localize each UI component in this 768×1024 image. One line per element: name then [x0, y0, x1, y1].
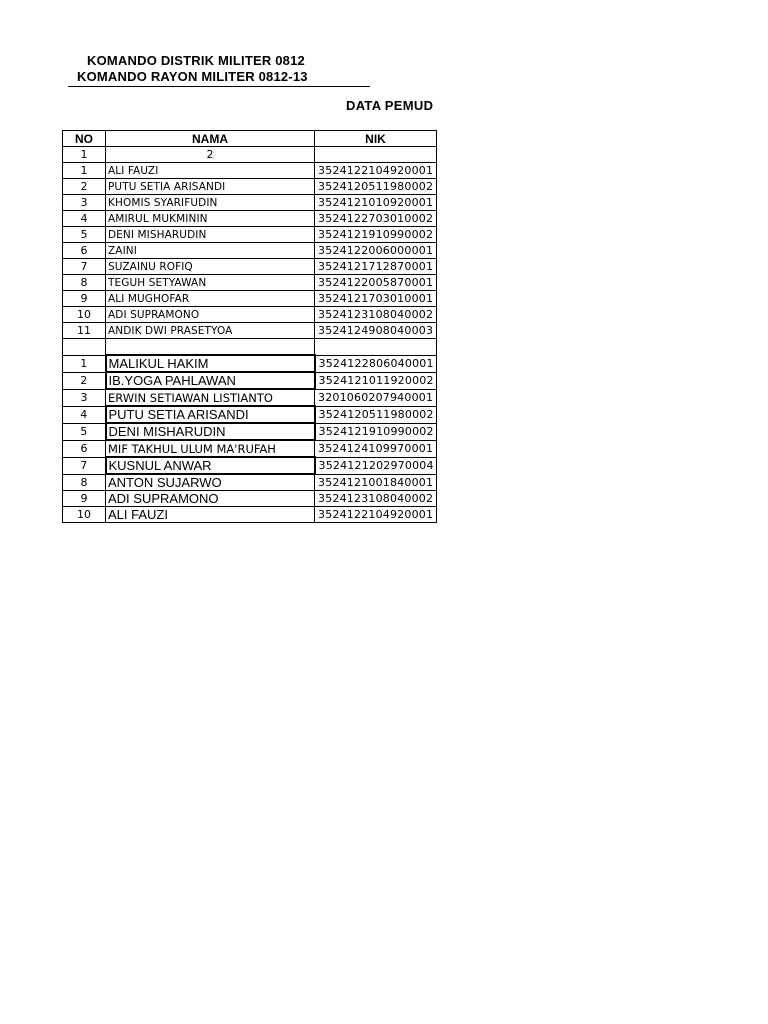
cell-nama: KUSNUL ANWAR [106, 457, 315, 474]
cell-nik: 3524123108040002 [315, 491, 437, 507]
cell-nik: 3524122005870001 [315, 275, 437, 291]
cell-nik: 3524121910990002 [315, 227, 437, 243]
cell-nama: ZAINI [106, 243, 315, 259]
blank-cell [63, 339, 106, 356]
column-number-nik [315, 147, 437, 163]
column-number-no: 1 [63, 147, 106, 163]
table-row [63, 323, 437, 339]
cell-nama: MALIKUL HAKIM [106, 355, 315, 372]
cell-no: 1 [63, 355, 106, 372]
cell-nik: 3201060207940001 [315, 389, 437, 406]
table-header-row [63, 131, 437, 147]
cell-no: 9 [63, 491, 106, 507]
column-number-nama: 2 [106, 147, 315, 163]
cell-nik: 3524120511980002 [315, 179, 437, 195]
column-header-nik: NIK [315, 131, 437, 147]
table-row [63, 457, 437, 474]
column-header-no: NO [63, 131, 106, 147]
column-number-row [63, 147, 437, 163]
table-row [63, 179, 437, 195]
cell-nama: DENI MISHARUDIN [106, 423, 315, 440]
cell-nik: 3524122104920001 [315, 163, 437, 179]
table-row [63, 507, 437, 523]
table-row [63, 491, 437, 507]
cell-nama: ANTON SUJARWO [106, 474, 315, 491]
cell-no: 5 [63, 227, 106, 243]
cell-nama: ALI FAUZI [106, 163, 315, 179]
table-row [63, 259, 437, 275]
cell-nik: 3524124109970001 [315, 440, 437, 457]
table-row [63, 355, 437, 372]
cell-nama: TEGUH SETYAWAN [106, 275, 315, 291]
cell-no: 10 [63, 307, 106, 323]
cell-no: 7 [63, 259, 106, 275]
cell-nama: ADI SUPRAMONO [106, 307, 315, 323]
table-row [63, 423, 437, 440]
cell-nik: 3524121712870001 [315, 259, 437, 275]
table-row [63, 372, 437, 389]
blank-row [63, 339, 437, 356]
table-row [63, 243, 437, 259]
cell-nama: MIF TAKHUL ULUM MA'RUFAH [106, 440, 315, 457]
cell-nama: ANDIK DWI PRASETYOA [106, 323, 315, 339]
cell-nama: ERWIN SETIAWAN LISTIANTO [106, 389, 315, 406]
cell-nik: 3524121001840001 [315, 474, 437, 491]
cell-nama: SUZAINU ROFIQ [106, 259, 315, 275]
table-row [63, 275, 437, 291]
cell-no: 2 [63, 372, 106, 389]
cell-no: 9 [63, 291, 106, 307]
table-row [63, 307, 437, 323]
cell-nik: 3524122104920001 [315, 507, 437, 523]
table-row [63, 163, 437, 179]
header-kodim: KOMANDO DISTRIK MILITER 0812 [87, 53, 305, 68]
table-row [63, 440, 437, 457]
cell-no: 8 [63, 474, 106, 491]
table-row [63, 291, 437, 307]
cell-nama: ADI SUPRAMONO [106, 491, 315, 507]
blank-cell [106, 339, 315, 356]
cell-nama: ALI FAUZI [106, 507, 315, 523]
blank-cell [315, 339, 437, 356]
cell-nik: 3524123108040002 [315, 307, 437, 323]
cell-nik: 3524121010920001 [315, 195, 437, 211]
table-row [63, 211, 437, 227]
cell-nama: IB.YOGA PAHLAWAN [106, 372, 315, 389]
cell-nik: 3524122006000001 [315, 243, 437, 259]
cell-nik: 3524121011920002 [315, 372, 437, 389]
cell-nik: 3524122703010002 [315, 211, 437, 227]
cell-no: 3 [63, 389, 106, 406]
cell-no: 1 [63, 163, 106, 179]
column-header-nama: NAMA [106, 131, 315, 147]
data-table [62, 130, 437, 523]
cell-nama: PUTU SETIA ARISANDI [106, 406, 315, 423]
cell-no: 6 [63, 440, 106, 457]
cell-no: 7 [63, 457, 106, 474]
cell-nama: PUTU SETIA ARISANDI [106, 179, 315, 195]
cell-no: 6 [63, 243, 106, 259]
document-title: DATA PEMUD [346, 98, 434, 113]
cell-nama: KHOMIS SYARIFUDIN [106, 195, 315, 211]
header-koramil: KOMANDO RAYON MILITER 0812-13 [77, 69, 308, 84]
cell-nik: 3524121703010001 [315, 291, 437, 307]
cell-no: 2 [63, 179, 106, 195]
table-row [63, 406, 437, 423]
cell-nama: ALI MUGHOFAR [106, 291, 315, 307]
table-row [63, 227, 437, 243]
cell-nama: AMIRUL MUKMININ [106, 211, 315, 227]
cell-nik: 3524121202970004 [315, 457, 437, 474]
cell-no: 11 [63, 323, 106, 339]
cell-no: 4 [63, 211, 106, 227]
cell-no: 4 [63, 406, 106, 423]
cell-nik: 3524124908040003 [315, 323, 437, 339]
cell-nik: 3524122806040001 [315, 355, 437, 372]
table-row [63, 389, 437, 406]
table-row [63, 474, 437, 491]
cell-no: 3 [63, 195, 106, 211]
cell-nik: 3524120511980002 [315, 406, 437, 423]
cell-no: 10 [63, 507, 106, 523]
cell-nik: 3524121910990002 [315, 423, 437, 440]
header-underline [68, 86, 370, 87]
table-row [63, 195, 437, 211]
cell-no: 5 [63, 423, 106, 440]
cell-nama: DENI MISHARUDIN [106, 227, 315, 243]
cell-no: 8 [63, 275, 106, 291]
